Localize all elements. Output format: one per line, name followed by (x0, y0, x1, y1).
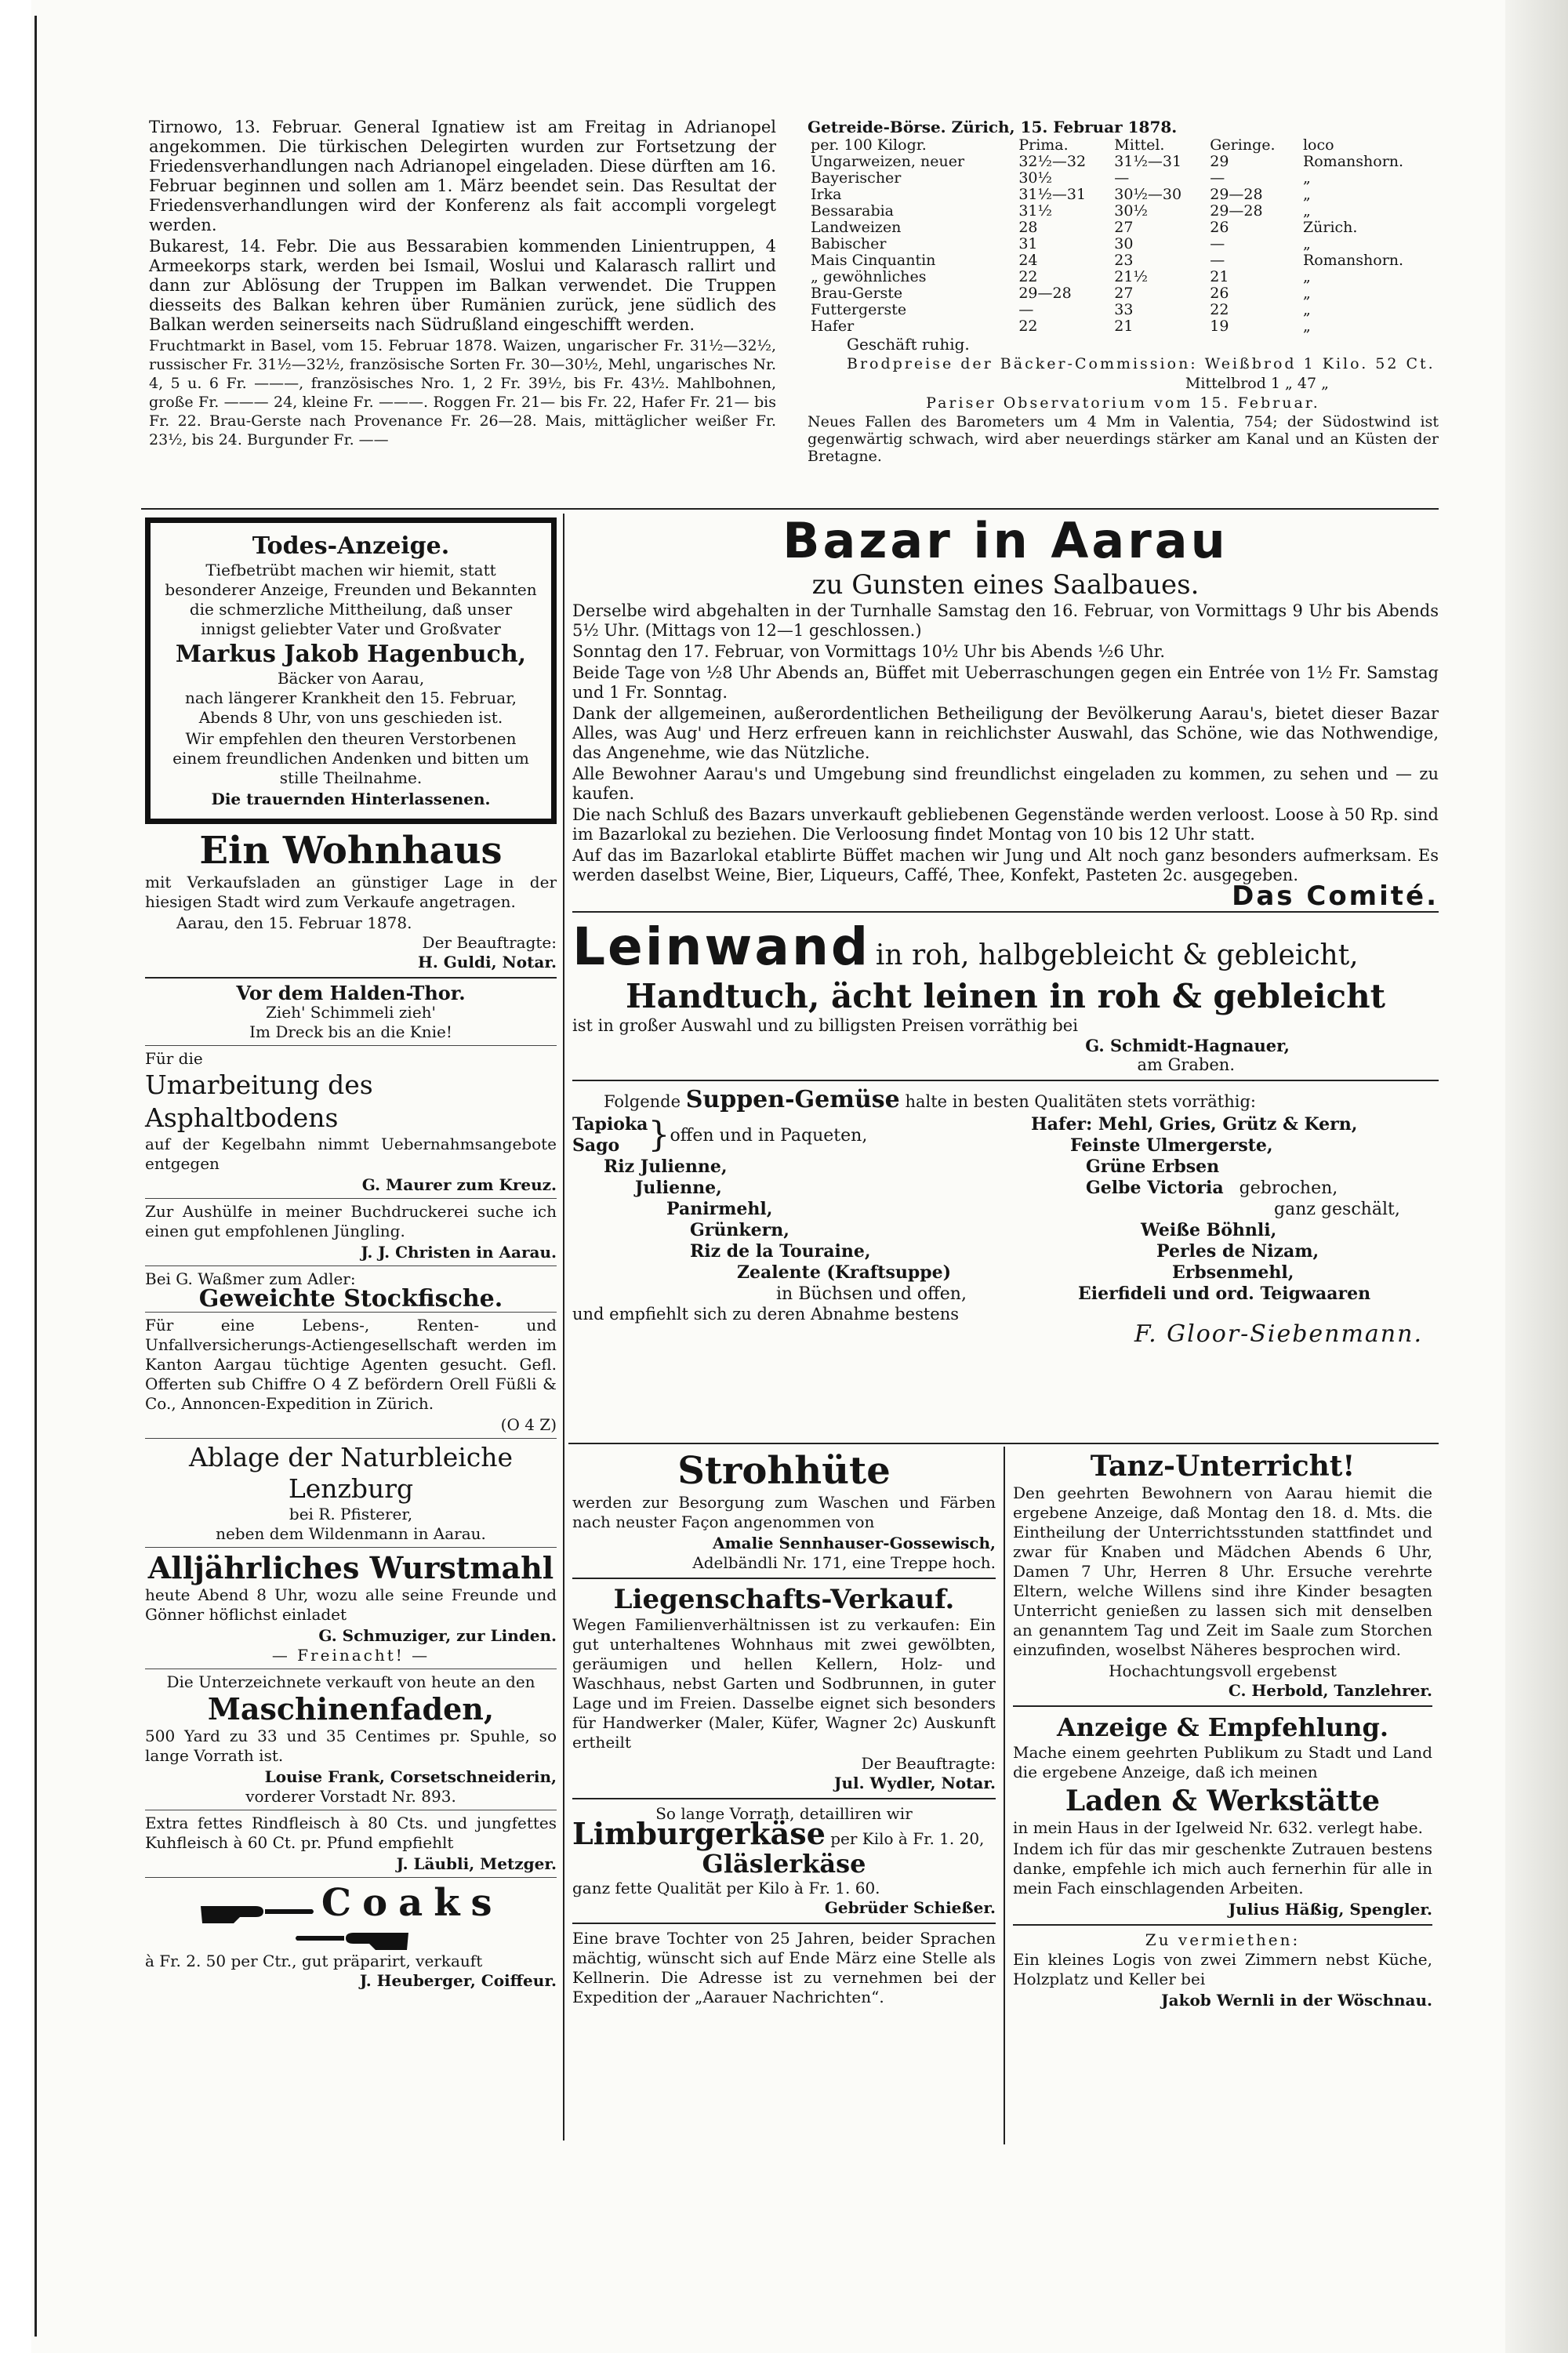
grain-cell: Brau-Gerste (811, 285, 903, 302)
grain-cell: Mais Cinquantin (811, 252, 936, 269)
grain-cell: 26 (1210, 219, 1229, 236)
liegenschaft-text: Wegen Familienverhältnissen ist zu verkaufen: Ein gut unterhaltenes Wohnhaus mit zwei gewölbten, geräumigen und hellen Kellern, Holz- und Waschhaus, nebst Garten und Sodbrunnen, in guter Lage und im Freien. Dasselbe eignet sich besonders für Handwerker (Maler, Küfer, Wagner 2c) Auskunft ertheilt (572, 1615, 996, 1752)
maschinen-text: 500 Yard zu 33 und 35 Centimes pr. Spuhle, so lange Vorrath ist. (145, 1727, 557, 1765)
strohhuete-text: werden zur Besorgung zum Waschen und Färben nach neuster Façon angenommen von (572, 1493, 996, 1531)
grain-col: Geringe. (1210, 136, 1276, 154)
grain-cell: Romanshorn. (1302, 252, 1404, 269)
wurstmahl-title: Alljährliches Wurstmahl (147, 1550, 554, 1585)
list-item-label: Gelbe Victoria (1086, 1178, 1224, 1198)
middle-ads-column (572, 1449, 996, 2009)
news-basel-market: Fruchtmarkt in Basel, vom 15. Februar 1878. Waizen, ungarischer Fr. 31½—32½, russischer Fr. 31½—32½, französische Sorten Fr. 30—30½, Mehl, ungarisches Nr. 4, 5 u. 6 Fr. ———, französisches Nro. 1, 2 Fr. 39½, bis Fr. 43½. Mahlbohnen, große Fr. ——— 24, kleine Fr. ———. Roggen Fr. 21— bis Fr. 22, Hafer Fr. 21— bis Fr. 22. Brau-Gerste nach Provenance Fr. 26—28. Mais, mittäglicher weißer Fr. 23½, bis 24. Burgunder Fr. —— (149, 337, 776, 448)
grain-cell: 29 (1210, 153, 1229, 170)
grain-head: Getreide-Börse. Zürich, 15. Februar 1878. (808, 118, 1178, 136)
list-item: Tapioka (572, 1114, 648, 1135)
bazar-ad (572, 512, 1439, 1348)
wohnhaus-signature: H. Guldi, Notar. (417, 953, 557, 971)
leinwand-line-2: Handtuch, ächt leinen in roh & gebleicht (625, 977, 1386, 1015)
list-item-group (572, 1114, 648, 1157)
suppen-brace-note: ganz geschält, (1274, 1200, 1400, 1219)
news-bukarest: Bukarest, 14. Febr. Die aus Bessarabien kommenden Linientruppen, 4 Armeekorps stark, werden bei Ismail, Woslui und Kalarasch rallirt und dann zur Ablösung der Truppen im Balkan verwendet. Die Truppen diesseits des Balkan kehren über Rumänien zurück, jene südlich des Balkan werden seinerseits nach Südrußland eingeschifft werden. (149, 237, 776, 334)
vermiethen-title: Zu vermiethen: (1145, 1930, 1301, 1949)
observatory-text: Neues Fallen des Barometers um 4 Mm in Valentia, 754; der Südostwind ist gegenwärtig schwach, wird aber neuerdings stärker am Kanal und an Küsten der Bretagne. (808, 413, 1439, 465)
column-divider (1004, 1447, 1005, 2144)
bazar-signature: Das Comité. (1232, 881, 1439, 912)
tanz-title: Tanz-Unterricht! (1090, 1450, 1356, 1483)
asphalt-intro: Für die (145, 1049, 203, 1068)
list-item: Grüne Erbsen (1086, 1157, 1220, 1177)
divider (145, 1547, 557, 1548)
grain-cell: „ (1302, 202, 1311, 220)
kaese-signature: Gebrüder Schießer. (824, 1898, 996, 1917)
list-item: Perles de Nizam, (1156, 1241, 1319, 1262)
grain-cell: 30½ (1114, 202, 1148, 220)
suppen-title: Suppen-Gemüse (685, 1086, 900, 1113)
asphalt-title: Umarbeitung des Asphaltbodens (145, 1069, 373, 1133)
empfehlung-title: Anzeige & Empfehlung. (1057, 1712, 1388, 1742)
suppen-signature: F. Gloor-Siebenmann. (1134, 1320, 1423, 1348)
grain-cell: 31½ (1018, 202, 1052, 220)
empfehlung-title-2: Laden & Werkstätte (1065, 1785, 1381, 1817)
empfehlung-text-2: in mein Haus in der Igelweid Nr. 632. verlegt habe. (1013, 1818, 1423, 1837)
grain-cell: — (1210, 169, 1225, 187)
list-item: Grünkern, (690, 1220, 789, 1240)
grain-cell: 33 (1114, 301, 1134, 318)
bazar-p1: Derselbe wird abgehalten in der Turnhalle Samstag den 16. Februar, von Vormittags 9 Uhr bis Abends 5½ Uhr. (Mittags von 12—1 geschlossen.) (572, 601, 1439, 640)
grain-cell: 30 (1114, 235, 1134, 252)
grain-cell: „ (1302, 268, 1311, 285)
list-item: Eierfideli und ord. Teigwaaren (1078, 1284, 1371, 1304)
divider (145, 1438, 557, 1439)
table-row (808, 203, 1439, 220)
suppen-list-left (572, 1114, 1011, 1305)
page-border (34, 16, 37, 2337)
tochter-text: Eine brave Tochter von 25 Jahren, beider Sprachen mächtig, wünscht sich auf Ende März eine Stelle als Kellnerin. Die Adresse ist zu vernehmen bei der Expedition der „Aarauer Nachrichten“. (572, 1929, 996, 2006)
asphalt-signature: G. Maurer zum Kreuz. (361, 1175, 557, 1194)
list-item: Julienne, (635, 1178, 722, 1198)
list-item: Riz Julienne, (604, 1157, 728, 1177)
divider (145, 977, 557, 979)
grain-cell: 19 (1210, 318, 1229, 335)
empfehlung-text-3: Indem ich für das mir geschenkte Zutrauen bestens danke, empfehle ich mich auch fernerhin für alle in mein Fach einschlagenden Arbeiten. (1013, 1839, 1432, 1897)
list-item: in Büchsen und offen, (776, 1284, 967, 1304)
naturbleiche-line-1: bei R. Pfisterer, (289, 1505, 413, 1523)
grain-cell: Irka (811, 186, 842, 203)
grain-cell: 32½—32 (1018, 153, 1087, 170)
suppen-tail: und empfiehlt sich zu deren Abnahme bestens (572, 1305, 960, 1324)
coaks-signature: J. Heuberger, Coiffeur. (359, 1971, 557, 1990)
death-notice-request: Wir empfehlen den theuren Verstorbenen einem freundlichen Andenken und bitten um stille Theilnahme. (172, 729, 529, 787)
strohhuete-address: Adelbändli Nr. 171, eine Treppe hoch. (692, 1553, 996, 1572)
suppen-brace-note: gebrochen, (1239, 1178, 1338, 1198)
list-item: Erbsenmehl, (1172, 1262, 1294, 1283)
suppen-list-right (1031, 1114, 1439, 1305)
grain-cell: 26 (1210, 285, 1229, 302)
death-notice-date: nach längerer Krankheit den 15. Februar, Abends 8 Uhr, von uns geschieden ist. (185, 688, 517, 727)
maschinen-intro: Die Unterzeichnete verkauft von heute an den (166, 1672, 535, 1691)
brod-prices-2: Mittelbrod 1 „ 47 „ (1185, 375, 1329, 392)
table-row (808, 302, 1439, 318)
grain-cell: „ (1302, 186, 1311, 203)
grain-cell: Bayerischer (811, 169, 902, 187)
halden-title: Vor dem Halden-Thor. (236, 982, 466, 1004)
strohhuete-signature: Amalie Sennhauser-Gossewisch, (712, 1534, 996, 1552)
bazar-p5: Alle Bewohner Aarau's und Umgebung sind freundlichst eingeladen zu kommen, zu sehen und — zu kaufen. (572, 764, 1439, 803)
grain-cell: 31½—31 (1114, 153, 1182, 170)
agenten-code: (O 4 Z) (500, 1415, 557, 1434)
bazar-title: Bazar in Aarau (782, 512, 1229, 569)
leinwand-title-rest: in roh, halbgebleicht & gebleicht, (875, 939, 1359, 971)
buchdruck-signature: J. J. Christen in Aarau. (361, 1243, 557, 1262)
grain-cell: 24 (1018, 252, 1038, 269)
wurstmahl-text: heute Abend 8 Uhr, wozu alle seine Freunde und Gönner höflichst einladet (145, 1585, 557, 1624)
grain-cell: 22 (1018, 268, 1038, 285)
grain-cell: „ (1302, 318, 1311, 335)
table-row (808, 154, 1439, 170)
divider (145, 1265, 557, 1266)
death-notice (145, 517, 557, 824)
grain-col: loco (1302, 136, 1334, 154)
table-row (808, 236, 1439, 252)
table-row (808, 187, 1439, 203)
bazar-p2: Sonntag den 17. Februar, von Vormittags 10½ Uhr bis Abends ½6 Uhr. (572, 642, 1166, 661)
grain-cell: 22 (1018, 318, 1038, 335)
table-row (808, 220, 1439, 236)
divider (145, 1198, 557, 1199)
grain-cell: 29—28 (1018, 285, 1072, 302)
divider (1013, 1705, 1432, 1707)
suppen-list (572, 1114, 1439, 1305)
brace-icon: } (648, 1115, 670, 1155)
grain-cell: 30½ (1018, 169, 1052, 187)
leinwand-text: ist in großer Auswahl und zu billigsten Preisen vorräthig bei (572, 1016, 1078, 1035)
suppen-intro (572, 1086, 1439, 1114)
stockfisch-intro: Bei G. Waßmer zum Adler: (145, 1269, 356, 1288)
death-notice-text: Tiefbetrübt machen wir hiemit, statt besonderer Anzeige, Freunden und Bekannten die schmerzliche Mittheilung, daß unser innigst geliebter Vater und Großvater (165, 561, 537, 638)
suppen-intro-a: Folgende (604, 1092, 681, 1111)
grain-cell: Ungarweizen, neuer (811, 153, 965, 170)
grain-cell: — (1018, 301, 1034, 318)
grain-exchange (808, 118, 1439, 467)
liegenschaft-role: Der Beauftragte: (861, 1754, 996, 1773)
grain-col: Prima. (1018, 136, 1069, 154)
deceased-name: Markus Jakob Hagenbuch, (175, 641, 527, 668)
divider (572, 1578, 996, 1579)
kaese-title: Limburgerkäse (572, 1816, 826, 1851)
maschinen-signature: Louise Frank, Corsetschneiderin, (264, 1767, 557, 1786)
grain-cell: — (1210, 235, 1225, 252)
grain-cell: 21 (1210, 268, 1229, 285)
divider (572, 1798, 996, 1799)
maschinen-address: vorderer Vorstadt Nr. 893. (245, 1787, 456, 1806)
bazar-p3: Beide Tage von ½8 Uhr Abends an, Büffet mit Ueberraschungen gegen ein Entrée von 1½ Fr. Samstag und 1 Fr. Sonntag. (572, 663, 1439, 702)
grain-note: Geschäft ruhig. (847, 335, 970, 354)
pointing-hand-icon (292, 1925, 410, 1952)
leinwand-heading (572, 917, 1439, 977)
wurstmahl-note: — Freinacht! — (271, 1646, 430, 1665)
maschinen-title: Maschinenfaden, (207, 1691, 495, 1727)
halden-line-2: Im Dreck bis an die Knie! (249, 1022, 452, 1041)
naturbleiche-title: Ablage der Naturbleiche Lenzburg (188, 1442, 514, 1504)
grain-cell: 23 (1114, 252, 1134, 269)
leinwand-signature: G. Schmidt-Hagnauer, (1085, 1036, 1290, 1055)
kaese-intro: So lange Vorrath, detailliren wir (655, 1804, 913, 1823)
bazar-subtitle: zu Gunsten eines Saalbaues. (811, 569, 1200, 601)
liegenschaft-title: Liegenschafts-Verkauf. (613, 1584, 955, 1615)
coaks-text: à Fr. 2. 50 per Ctr., gut präparirt, verkauft (145, 1952, 483, 1970)
table-row (808, 252, 1439, 269)
grain-cell: Babischer (811, 235, 887, 252)
list-item: Zealente (Kraftsuppe) (737, 1262, 952, 1283)
grain-unit: per. 100 Kilogr. (811, 136, 927, 154)
list-item: Sago (572, 1135, 620, 1156)
divider (572, 1080, 1439, 1081)
pointing-hand-icon (199, 1898, 317, 1925)
section-divider (141, 508, 1439, 510)
list-item: Riz de la Touraine, (690, 1241, 871, 1262)
grain-cell: „ (1302, 235, 1311, 252)
grain-cell: 27 (1114, 285, 1134, 302)
list-item (1031, 1178, 1439, 1199)
table-row (808, 318, 1439, 335)
grain-cell: — (1114, 169, 1130, 187)
grain-cell: 21½ (1114, 268, 1148, 285)
divider (145, 1877, 557, 1878)
divider (1013, 1924, 1432, 1926)
divider (572, 1923, 996, 1924)
coaks-title: Coaks (321, 1881, 503, 1925)
grain-header-row (808, 137, 1439, 154)
page-edge-shadow (1505, 0, 1568, 2353)
naturbleiche-line-2: neben dem Wildenmann in Aarau. (216, 1524, 486, 1543)
list-item: Feinste Ulmergerste, (1070, 1135, 1273, 1156)
table-row (808, 170, 1439, 187)
right-ads-column (1013, 1449, 1432, 2010)
fleisch-signature: J. Läubli, Metzger. (396, 1854, 557, 1873)
death-notice-signature: Die trauernden Hinterlassenen. (211, 790, 491, 808)
liegenschaft-signature: Jul. Wydler, Notar. (834, 1774, 996, 1792)
column-divider (563, 514, 564, 2141)
grain-cell: 29—28 (1210, 186, 1263, 203)
bazar-p4: Dank der allgemeinen, außerordentlichen Betheiligung der Bevölkerung Aarau's, bietet dieser Bazar Alles, was Aug' und Herz erfreuen kann in reichlichster Auswahl, das Schöne, wie das Nothwendige, das Angenehme, wie das Nützliche. (572, 704, 1439, 762)
grain-col: Mittel. (1114, 136, 1165, 154)
wohnhaus-text: mit Verkaufsladen an günstiger Lage in der hiesigen Stadt wird zum Verkaufe angetragen. (145, 873, 557, 911)
left-ads-column (145, 517, 557, 1991)
list-item: Hafer: Mehl, Gries, Grütz & Kern, (1031, 1114, 1358, 1135)
deceased-trade: Bäcker von Aarau, (277, 669, 425, 688)
grain-cell: „ gewöhnliches (811, 268, 927, 285)
wurstmahl-signature: G. Schmuziger, zur Linden. (318, 1626, 557, 1645)
bazar-p6: Die nach Schluß des Bazars unverkauft gebliebenen Gegenstände werden verloost. Loose à 50 Rp. sind im Bazarlokal zu beziehen. Die Verloosung findet Montag von 10 bis 12 Uhr statt. (572, 805, 1439, 844)
news-tirnowo: Tirnowo, 13. Februar. General Ignatiew ist am Freitag in Adrianopel angekommen. Die türkischen Delegirten wurden zur Fortsetzung der Friedensverhandlungen nach Adrianopel eingeladen. Diese dürften am 16. Februar beginnen und sollen am 1. März beendet sein. Das Resultat der Friedensverhandlungen wird der Konferenz als fait accompli vorgelegt werden. (149, 118, 776, 234)
vermiethen-text: Ein kleines Logis von zwei Zimmern nebst Küche, Holzplatz und Keller bei (1013, 1950, 1432, 1988)
grain-cell: 28 (1018, 219, 1038, 236)
death-notice-title: Todes-Anzeige. (252, 532, 450, 560)
wohnhaus-title: Ein Wohnhaus (199, 829, 503, 873)
grain-cell: Zürich. (1302, 219, 1358, 236)
bazar-p7: Auf das im Bazarlokal etablirte Büffet machen wir Jung und Alt noch ganz besonders aufmerksam. Es werden daselbst Weine, Bier, Liqueurs, Caffé, Thee, Konfekt, Pasteten 2c. ausgegeben. (572, 846, 1439, 884)
grain-cell: 30½—30 (1114, 186, 1182, 203)
leinwand-address: am Graben. (1137, 1055, 1235, 1074)
suppen-brace-note: offen und in Paqueten, (670, 1125, 868, 1146)
grain-cell: „ (1302, 285, 1311, 302)
asphalt-text: auf der Kegelbahn nimmt Uebernahmsangebote entgegen (145, 1135, 557, 1173)
news-column (149, 118, 776, 451)
coaks-heading (145, 1881, 557, 1952)
grain-cell: „ (1302, 301, 1311, 318)
empfehlung-signature: Julius Häßig, Spengler. (1228, 1900, 1432, 1919)
fleisch-text: Extra fettes Rindfleisch à 80 Cts. und jungfettes Kuhfleisch à 60 Ct. pr. Pfund empfiehlt (145, 1814, 557, 1852)
empfehlung-text: Mache einem geehrten Publikum zu Stadt und Land die ergebene Anzeige, daß ich meinen (1013, 1743, 1432, 1781)
strohhuete-title: Strohhüte (677, 1449, 891, 1493)
grain-cell: 21 (1114, 318, 1134, 335)
grain-cell: Futtergerste (811, 301, 907, 318)
vermiethen-signature: Jakob Wernli in der Wöschnau. (1161, 1991, 1432, 2010)
grain-cell: Romanshorn. (1302, 153, 1404, 170)
grain-cell: Bessarabia (811, 202, 895, 220)
grain-cell: Hafer (811, 318, 855, 335)
grain-cell: Landweizen (811, 219, 902, 236)
table-row (808, 269, 1439, 285)
kaese-title-2: Gläslerkäse (702, 1849, 866, 1879)
list-item: Weiße Böhnli, (1141, 1220, 1277, 1240)
tanz-greeting: Hochachtungsvoll ergebenst (1109, 1661, 1337, 1680)
wohnhaus-date: Aarau, den 15. Februar 1878. (176, 913, 412, 932)
grain-cell: 29—28 (1210, 202, 1263, 220)
kaese-price-1: per Kilo à Fr. 1. 20, (830, 1829, 985, 1848)
agenten-text: Für eine Lebens-, Renten- und Unfallversicherungs-Actiengesellschaft werden im Kanton Aargau tüchtige Agenten gesucht. Gefl. Offerten sub Chiffre O 4 Z befördern Orell Füßli & Co., Annoncen-Expedition in Zürich. (145, 1316, 557, 1413)
leinwand-title: Leinwand (572, 917, 871, 977)
kaese-price-2: ganz fette Qualität per Kilo à Fr. 1. 60. (572, 1879, 880, 1897)
kaese-line-1 (572, 1816, 996, 1851)
grain-cell: 31 (1018, 235, 1038, 252)
halden-line-1: Zieh' Schimmeli zieh' (265, 1003, 437, 1022)
grain-cell: „ (1302, 169, 1311, 187)
grain-cell: 31½—31 (1018, 186, 1087, 203)
brod-prices: Brodpreise der Bäcker-Commission: Weißbrod 1 Kilo. 52 Ct. (847, 355, 1436, 372)
wohnhaus-role: Der Beauftragte: (422, 933, 557, 952)
section-divider (568, 1443, 1439, 1444)
grain-cell: 22 (1210, 301, 1229, 318)
list-item: Panirmehl, (666, 1199, 773, 1219)
list-item (572, 1114, 1011, 1157)
tanz-text: Den geehrten Bewohnern von Aarau hiemit die ergebene Anzeige, daß Montag den 18. d. Mts. die Eintheilung der Unterrichtsstunden stattfindet und zwar für Knaben und Mädchen Abends 6 Uhr, Damen 7 Uhr, Herren 8 Uhr. Ersuche verehrte Eltern, welche Willens sind ihre Kinder besagten Unterricht genießen zu lassen sich mit denselben an genanntem Tag und Zeit im Saale zum Storchen einzufinden, woselbst Näheres besprochen wird. (1013, 1483, 1432, 1659)
suppen-intro-c: halte in besten Qualitäten stets vorräthig: (905, 1092, 1256, 1111)
grain-cell: — (1210, 252, 1225, 269)
stockfisch-title: Geweichte Stockfische. (198, 1285, 503, 1313)
grain-cell: 27 (1114, 219, 1134, 236)
divider (145, 1045, 557, 1046)
observatory-title: Pariser Observatorium vom 15. Februar. (926, 394, 1320, 412)
tanz-signature: C. Herbold, Tanzlehrer. (1228, 1681, 1432, 1700)
table-row (808, 285, 1439, 302)
grain-table (808, 137, 1439, 335)
buchdruck-text: Zur Aushülfe in meiner Buchdruckerei suche ich einen gut empfohlenen Jüngling. (145, 1202, 557, 1240)
